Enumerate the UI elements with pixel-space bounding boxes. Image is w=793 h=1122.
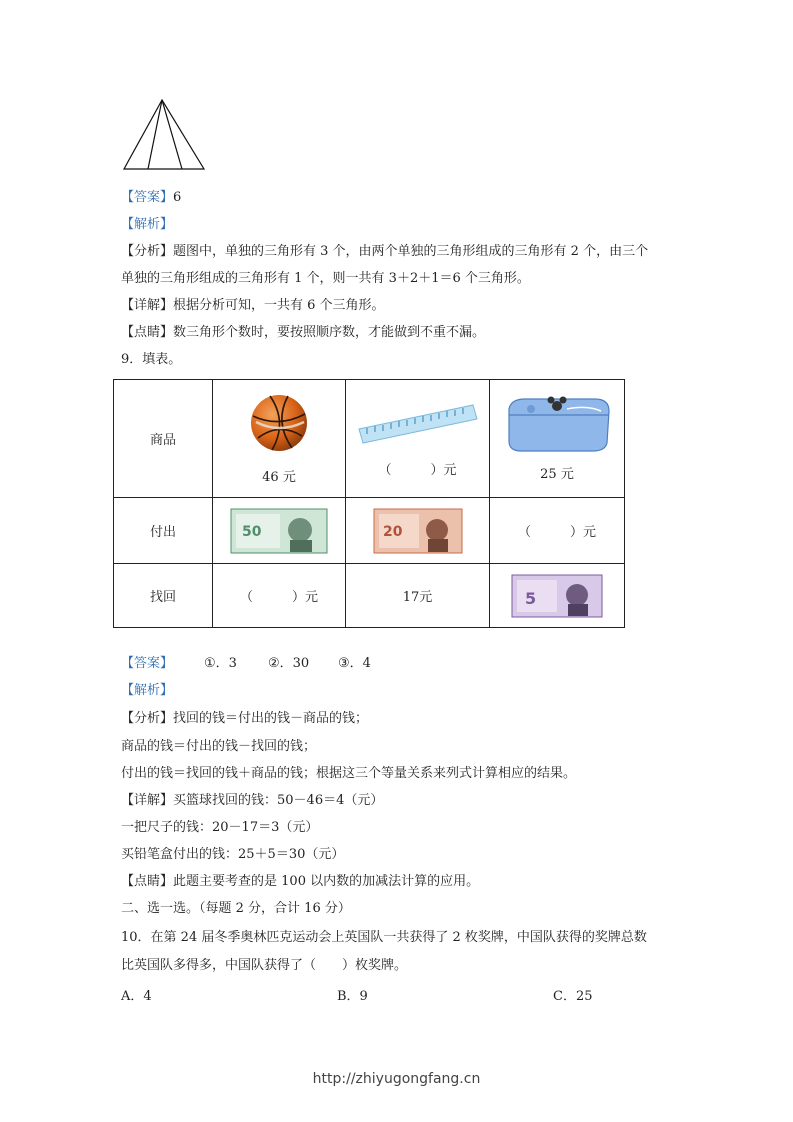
q10-line-2: 比英国队多得多，中国队获得了（ ）枚奖牌。	[121, 958, 408, 973]
dianjing-tag: 【点睛】	[121, 874, 174, 889]
q9-fenxi-text-1: 找回的钱＝付出的钱－商品的钱；	[173, 711, 369, 726]
q9-title: 9．填表。	[121, 352, 182, 367]
answer-tag: 【答案】	[121, 190, 174, 205]
q8-dianjing-line	[121, 325, 485, 341]
cell-pay-50	[213, 498, 346, 564]
row-label-pay: 付出	[114, 498, 213, 564]
q9-xiangjie-text-1: 买篮球找回的钱：50－46＝4（元）	[173, 793, 384, 808]
q9-fenxi-line-3: 付出的钱＝找回的钱＋商品的钱；根据这三个等量关系来列式计算相应的结果。	[121, 766, 577, 781]
q9-analysis-tag: 【解析】	[121, 683, 174, 698]
option-b: B．9	[337, 989, 368, 1004]
q9-dianjing-text: 此题主要考查的是 100 以内数的加减法计算的应用。	[173, 874, 480, 889]
note-20-value: 20	[382, 523, 402, 540]
cell-change-blank: （ ）元	[213, 564, 346, 628]
cell-pay-blank: （ ）元	[490, 498, 625, 564]
q8-xiangjie-text: 根据分析可知，一共有 6 个三角形。	[173, 298, 385, 313]
triangle-figure	[120, 98, 210, 172]
basketball-price: 46 元	[262, 470, 296, 485]
ruler-price: （ ）元	[378, 463, 457, 478]
q9-answer-2: ②．30	[268, 656, 310, 671]
q9-answer-1: ①．3	[204, 656, 237, 671]
option-c: C．25	[553, 989, 593, 1004]
q9-fenxi-line-2: 商品的钱＝付出的钱－找回的钱；	[121, 739, 317, 754]
xiangjie-tag: 【详解】	[121, 298, 174, 313]
q9-xiangjie-line-1	[121, 793, 383, 809]
pencil-case-image	[501, 395, 613, 453]
q9-dianjing-line	[121, 874, 479, 890]
section-heading: 二、选一选。（每题 2 分，合计 16 分）	[121, 901, 351, 916]
q8-fenxi-line-2: 单独的三角形组成的三角形有 1 个，则一共有 3＋2＋1＝6 个三角形。	[121, 271, 530, 286]
xiangjie-tag: 【详解】	[121, 793, 174, 808]
cell-ruler	[346, 380, 490, 498]
row-label-goods: 商品	[114, 380, 213, 498]
ruler-image	[355, 399, 481, 445]
footer-url[interactable]: http://zhiyugongfang.cn	[312, 1071, 481, 1087]
fill-table	[113, 379, 625, 628]
banknote-5-image	[511, 574, 603, 618]
q8-analysis-tag: 【解析】	[121, 217, 174, 232]
q9-fenxi-line-1	[121, 711, 368, 727]
q8-answer-line	[121, 190, 181, 206]
banknote-50-image	[230, 508, 328, 554]
q9-xiangjie-line-3: 买铅笔盒付出的钱：25＋5＝30（元）	[121, 847, 345, 862]
q8-answer: 6	[173, 190, 182, 205]
cell-pay-20	[346, 498, 490, 564]
option-a: A．4	[121, 989, 152, 1004]
fenxi-tag: 【分析】	[121, 244, 174, 259]
dianjing-tag: 【点睛】	[121, 325, 174, 340]
q9-answer-3: ③．4	[338, 656, 371, 671]
q9-xiangjie-line-2: 一把尺子的钱：20－17＝3（元）	[121, 820, 319, 835]
fenxi-tag: 【分析】	[121, 711, 174, 726]
note-5-value: 5	[525, 588, 537, 608]
q9-answer-line	[121, 656, 173, 672]
q8-fenxi-line-1	[121, 244, 648, 260]
q8-fenxi-text-1: 题图中，单独的三角形有 3 个，由两个单独的三角形组成的三角形有 2 个，由三个	[173, 244, 649, 259]
answer-tag: 【答案】	[121, 656, 174, 671]
note-50-value: 50	[242, 523, 262, 540]
row-label-change: 找回	[114, 564, 213, 628]
basketball-image	[248, 392, 310, 454]
q8-xiangjie-line	[121, 298, 385, 314]
q8-dianjing-text: 数三角形个数时，要按照顺序数，才能做到不重不漏。	[173, 325, 486, 340]
cell-pencilcase	[490, 380, 625, 498]
cell-change-17: 17元	[346, 564, 490, 628]
cell-change-5	[490, 564, 625, 628]
pencilcase-price: 25 元	[540, 467, 574, 482]
q10-line-1: 10．在第 24 届冬季奥林匹克运动会上英国队一共获得了 2 枚奖牌，中国队获得的奖牌总数	[121, 930, 647, 945]
cell-basketball	[213, 380, 346, 498]
banknote-20-image	[373, 508, 463, 554]
